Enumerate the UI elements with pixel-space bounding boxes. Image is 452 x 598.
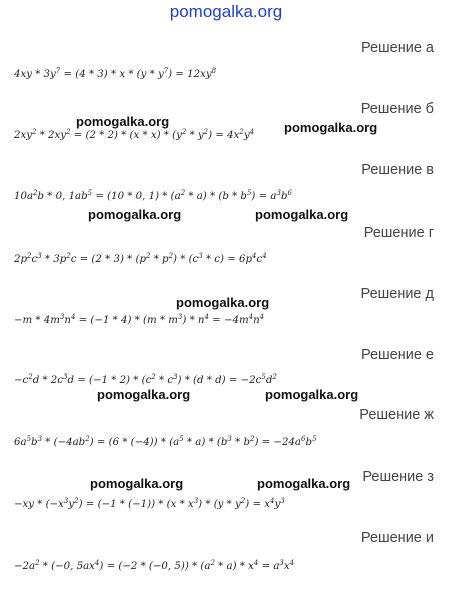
exponent: 5 <box>179 435 184 443</box>
exponent: 3 <box>173 373 178 381</box>
exponent: 4 <box>262 252 267 260</box>
equation-a: $4xy * 3y^7 = (4 * 3) * x * (y * y^7) = 12xy^8$ <box>14 67 217 80</box>
exponent: 2 <box>181 128 187 136</box>
watermark: pomogalka.org <box>255 207 349 222</box>
exponent: 4 <box>248 313 254 321</box>
watermark: pomogalka.org <box>176 295 270 310</box>
watermark: pomogalka.org <box>76 114 170 129</box>
exponent: 5 <box>261 373 266 381</box>
exponent: 2 <box>33 189 38 197</box>
exponent: 7 <box>55 67 61 75</box>
exponent: 3 <box>63 497 69 505</box>
exponent: 3 <box>198 252 203 260</box>
exponent: 3 <box>227 435 232 443</box>
exponent: 3 <box>193 497 199 505</box>
solution-label-b: Решение б <box>360 101 434 117</box>
exponent: 2 <box>240 497 246 505</box>
site-header[interactable]: pomogalka.org <box>169 2 283 21</box>
solution-label-a: Решение а <box>360 40 434 56</box>
exponent: 2 <box>168 252 174 260</box>
solution-label-g: Решение г <box>363 225 434 241</box>
exponent: 4 <box>289 559 295 567</box>
exponent: 5 <box>87 189 93 197</box>
exponent: 4 <box>249 128 255 136</box>
equation-i: $-2a^2 * (-0$, $5ax^4) = (-2 * (-0$, $5)) * (a^2 * a) * x^4 = a^3x^4$ <box>14 559 295 572</box>
exponent: 2 <box>180 189 186 197</box>
exponent: 2 <box>146 252 151 260</box>
exponent: 2 <box>272 373 277 381</box>
exponent: 3 <box>37 252 42 260</box>
exponent: 4 <box>253 559 259 567</box>
equation-d: $-m * 4m^3n^4 = (-1 * 4) * (m * m^3) * n^4 = -4m^4n^4$ <box>14 313 265 326</box>
equation-z: $-xy * (-x^3y^2) = (-1 * (-1)) * (x * x^3) * (y * y^2) = x^4y^3$ <box>14 497 285 510</box>
exponent: 6 <box>301 435 306 443</box>
solution-label-d: Решение д <box>360 286 434 302</box>
exponent: 2 <box>31 128 37 136</box>
exponent: 6 <box>287 189 292 197</box>
watermark: pomogalka.org <box>284 120 378 135</box>
exponent: 2 <box>151 373 156 381</box>
equation-zh: $6a^5b^3 * (-4ab^2) = (6 * (-4)) * (a^5 * a) * (b^3 * b^2) = -24a^6b^5$ <box>14 435 317 448</box>
exponent: 5 <box>246 189 252 197</box>
exponent: 2 <box>249 435 255 443</box>
exponent: 5 <box>26 435 32 443</box>
solution-label-v: Решение в <box>361 162 434 178</box>
watermark: pomogalka.org <box>97 387 191 402</box>
exponent: 3 <box>280 497 285 505</box>
solution-label-zh: Решение ж <box>359 407 434 423</box>
solution-label-i: Решение и <box>360 530 434 546</box>
solution-label-e: Решение е <box>360 347 434 363</box>
exponent: 4 <box>252 252 257 260</box>
exponent: 2 <box>35 559 40 567</box>
exponent: 2 <box>74 497 79 505</box>
exponent: 4 <box>204 313 209 321</box>
watermark: pomogalka.org <box>265 387 359 402</box>
exponent: 3 <box>37 435 43 443</box>
exponent: 4 <box>94 559 100 567</box>
watermark: pomogalka.org <box>88 207 182 222</box>
exponent: 2 <box>27 252 32 260</box>
exponent: 7 <box>163 67 169 75</box>
exponent: 2 <box>28 373 33 381</box>
exponent: 2 <box>85 435 90 443</box>
exponent: 3 <box>177 313 183 321</box>
watermark: pomogalka.org <box>90 476 184 491</box>
exponent: 2 <box>210 559 215 567</box>
exponent: 8 <box>211 67 217 75</box>
exponent: 4 <box>259 313 265 321</box>
equation-g: $2p^2c^3 * 3p^2c = (2 * 3) * (p^2 * p^2) * (c^3 * c) = 6p^4c^4$ <box>14 252 267 265</box>
exponent: 4 <box>70 313 76 321</box>
equation-b: $2xy^2 * 2xy^2 = (2 * 2) * (x * x) * (y^2 * y^2) = 4x^2y^4$ <box>14 128 255 141</box>
exponent: 3 <box>279 559 284 567</box>
solution-label-z: Решение з <box>362 469 434 485</box>
equation-e: $-c^2d * 2c^3d = (-1 * 2) * (c^2 * c^3) * (d * d) = -2c^5d^2$ <box>14 373 277 386</box>
watermark: pomogalka.org <box>257 476 351 491</box>
exponent: 4 <box>269 497 275 505</box>
exponent: 3 <box>276 189 281 197</box>
exponent: 2 <box>239 128 244 136</box>
exponent: 5 <box>312 435 317 443</box>
exponent: 2 <box>66 128 71 136</box>
equation-v: $10a^2b * 0$, $1ab^5 = (10 * 0$, $1) * (a^2 * a) * (b * b^5) = a^3b^6$ <box>14 189 292 202</box>
exponent: 2 <box>66 252 71 260</box>
exponent: 2 <box>203 128 209 136</box>
exponent: 3 <box>59 313 65 321</box>
exponent: 3 <box>63 373 68 381</box>
